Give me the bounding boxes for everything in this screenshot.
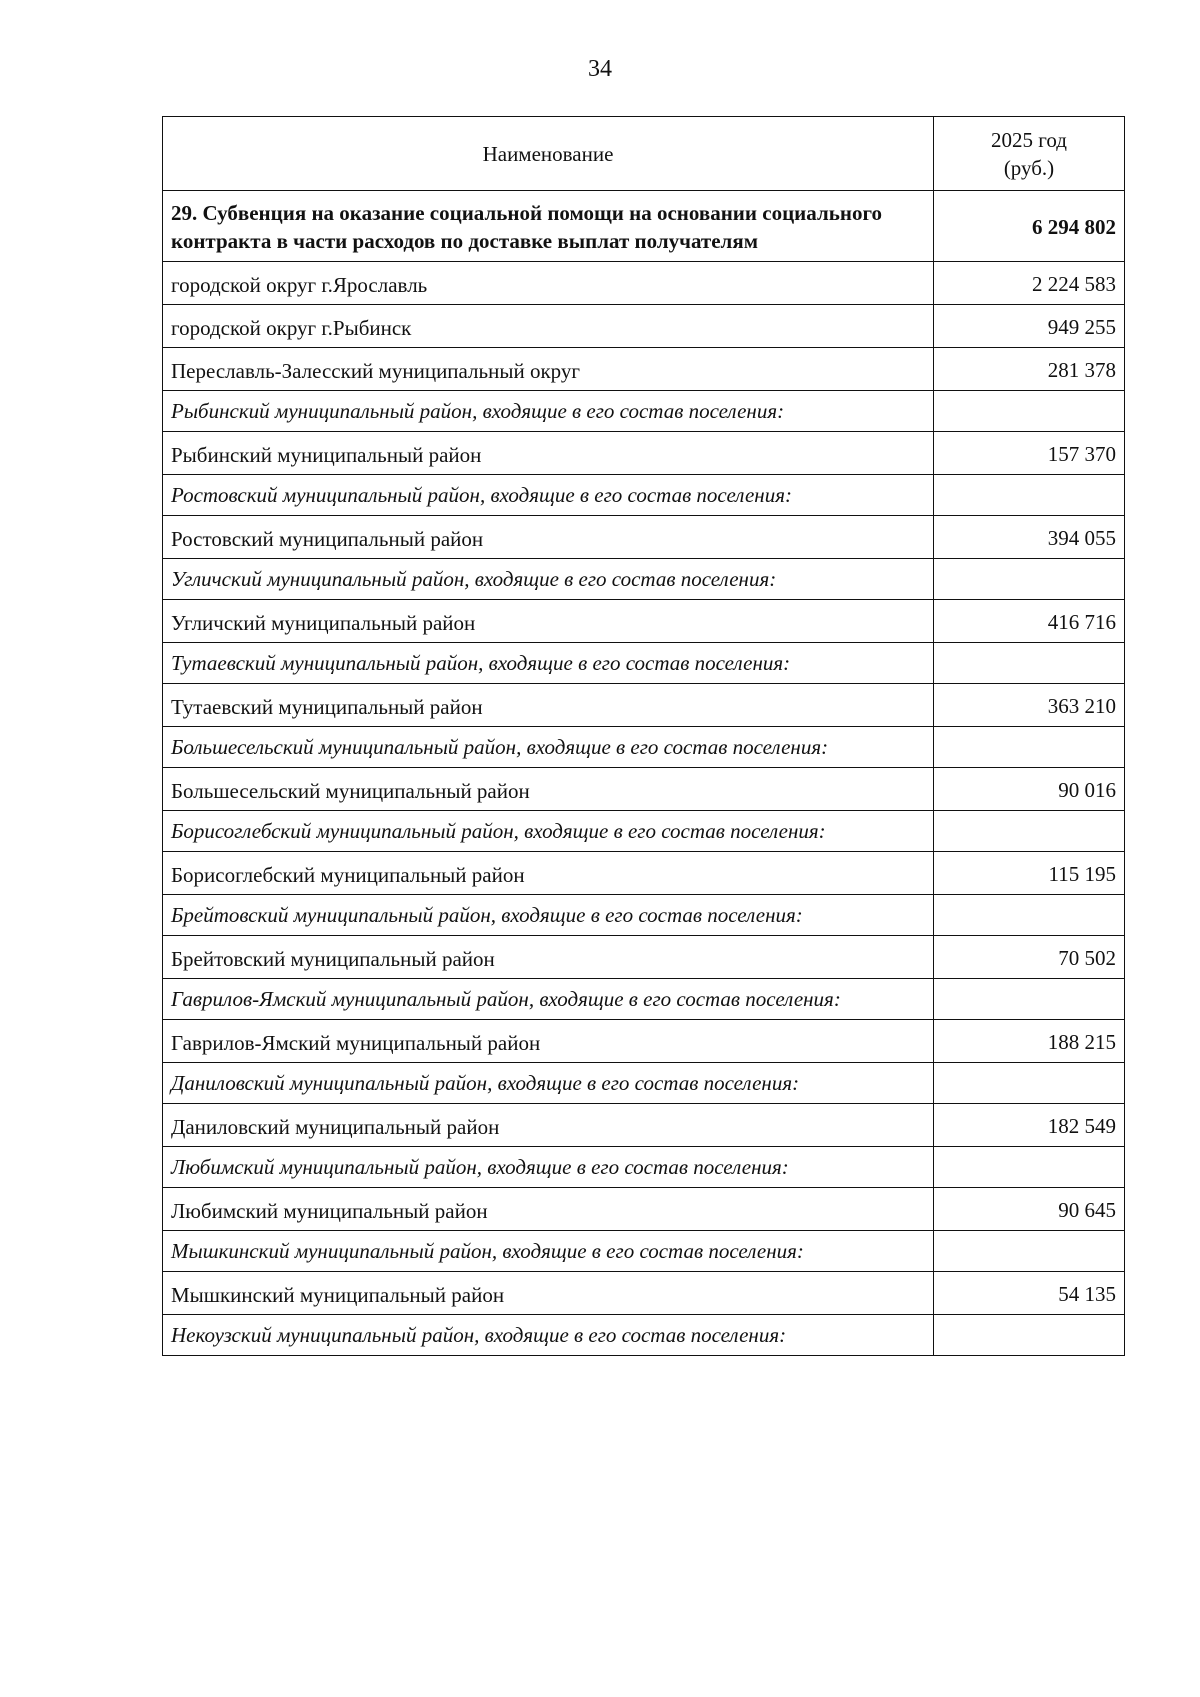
- row-name: Даниловский муниципальный район, входящие в его состав поселения:: [163, 1063, 934, 1104]
- row-name: Гаврилов-Ямский муниципальный район, входящие в его состав поселения:: [163, 979, 934, 1020]
- table-row: [163, 1188, 1125, 1231]
- table-row: [163, 1020, 1125, 1063]
- row-name: Большесельский муниципальный район: [163, 768, 934, 811]
- row-value: 416 716: [934, 600, 1125, 643]
- row-value: [934, 1315, 1125, 1356]
- row-value: 2 224 583: [934, 262, 1125, 305]
- region-heading-row: [163, 727, 1125, 768]
- row-name: Ростовский муниципальный район, входящие в его состав поселения:: [163, 475, 934, 516]
- region-heading-row: [163, 475, 1125, 516]
- row-name: Даниловский муниципальный район: [163, 1104, 934, 1147]
- row-value: [934, 559, 1125, 600]
- row-name: Борисоглебский муниципальный район, входящие в его состав поселения:: [163, 811, 934, 852]
- row-name: Тутаевский муниципальный район, входящие в его состав поселения:: [163, 643, 934, 684]
- row-value: [934, 1063, 1125, 1104]
- row-value: 157 370: [934, 432, 1125, 475]
- header-currency-label: (руб.): [1003, 155, 1055, 180]
- row-value: 281 378: [934, 348, 1125, 391]
- row-value: [934, 727, 1125, 768]
- region-heading-row: [163, 559, 1125, 600]
- row-value: [934, 979, 1125, 1020]
- table-row: [163, 936, 1125, 979]
- region-heading-row: [163, 895, 1125, 936]
- table-row: [163, 432, 1125, 475]
- table-row: [163, 1104, 1125, 1147]
- row-name: 29. Субвенция на оказание социальной помощи на основании социального контракта в части расходов по доставке выплат получателям: [163, 191, 934, 262]
- table-row: [163, 1272, 1125, 1315]
- region-heading-row: [163, 1147, 1125, 1188]
- row-name: Рыбинский муниципальный район: [163, 432, 934, 475]
- row-name: Рыбинский муниципальный район, входящие в его состав поселения:: [163, 391, 934, 432]
- row-value: 188 215: [934, 1020, 1125, 1063]
- row-name: Гаврилов-Ямский муниципальный район: [163, 1020, 934, 1063]
- row-value: [934, 895, 1125, 936]
- row-name: Ростовский муниципальный район: [163, 516, 934, 559]
- row-value: [934, 811, 1125, 852]
- row-name: Мышкинский муниципальный район: [163, 1272, 934, 1315]
- header-year: [934, 117, 1125, 191]
- table-row: [163, 305, 1125, 348]
- region-heading-row: [163, 1315, 1125, 1356]
- table-row: [163, 852, 1125, 895]
- table-row: [163, 348, 1125, 391]
- row-value: 182 549: [934, 1104, 1125, 1147]
- row-name: Мышкинский муниципальный район, входящие в его состав поселения:: [163, 1231, 934, 1272]
- row-name: Угличский муниципальный район, входящие в его состав поселения:: [163, 559, 934, 600]
- row-value: [934, 1147, 1125, 1188]
- row-name: Брейтовский муниципальный район, входящие в его состав поселения:: [163, 895, 934, 936]
- row-value: [934, 643, 1125, 684]
- row-value: 6 294 802: [934, 191, 1125, 262]
- row-value: 54 135: [934, 1272, 1125, 1315]
- row-value: 90 016: [934, 768, 1125, 811]
- region-heading-row: [163, 811, 1125, 852]
- row-name: Борисоглебский муниципальный район: [163, 852, 934, 895]
- row-value: 90 645: [934, 1188, 1125, 1231]
- row-name: Некоузский муниципальный район, входящие в его состав поселения:: [163, 1315, 934, 1356]
- row-name: Любимский муниципальный район: [163, 1188, 934, 1231]
- header-name: Наименование: [163, 117, 934, 191]
- region-heading-row: [163, 1063, 1125, 1104]
- table-row: [163, 684, 1125, 727]
- region-heading-row: [163, 979, 1125, 1020]
- table-row: [163, 262, 1125, 305]
- row-value: 70 502: [934, 936, 1125, 979]
- table-row: [163, 768, 1125, 811]
- row-value: [934, 475, 1125, 516]
- region-heading-row: [163, 643, 1125, 684]
- table-row: [163, 600, 1125, 643]
- table-row: [163, 516, 1125, 559]
- total-row: [163, 191, 1125, 262]
- row-value: 949 255: [934, 305, 1125, 348]
- row-name: Любимский муниципальный район, входящие в его состав поселения:: [163, 1147, 934, 1188]
- row-name: Угличский муниципальный район: [163, 600, 934, 643]
- row-name: Переславль-Залесский муниципальный округ: [163, 348, 934, 391]
- region-heading-row: [163, 391, 1125, 432]
- header-year-label: 2025 год: [991, 127, 1067, 152]
- row-name: городской округ г.Ярославль: [163, 262, 934, 305]
- row-name: городской округ г.Рыбинск: [163, 305, 934, 348]
- row-value: [934, 1231, 1125, 1272]
- row-name: Тутаевский муниципальный район: [163, 684, 934, 727]
- page-number: 34: [588, 56, 612, 82]
- row-name: Большесельский муниципальный район, входящие в его состав поселения:: [163, 727, 934, 768]
- subvention-table: [162, 116, 1125, 1356]
- row-value: 363 210: [934, 684, 1125, 727]
- region-heading-row: [163, 1231, 1125, 1272]
- table-header-row: [163, 117, 1125, 191]
- row-name: Брейтовский муниципальный район: [163, 936, 934, 979]
- table-body: [163, 191, 1125, 1356]
- row-value: [934, 391, 1125, 432]
- row-value: 394 055: [934, 516, 1125, 559]
- row-value: 115 195: [934, 852, 1125, 895]
